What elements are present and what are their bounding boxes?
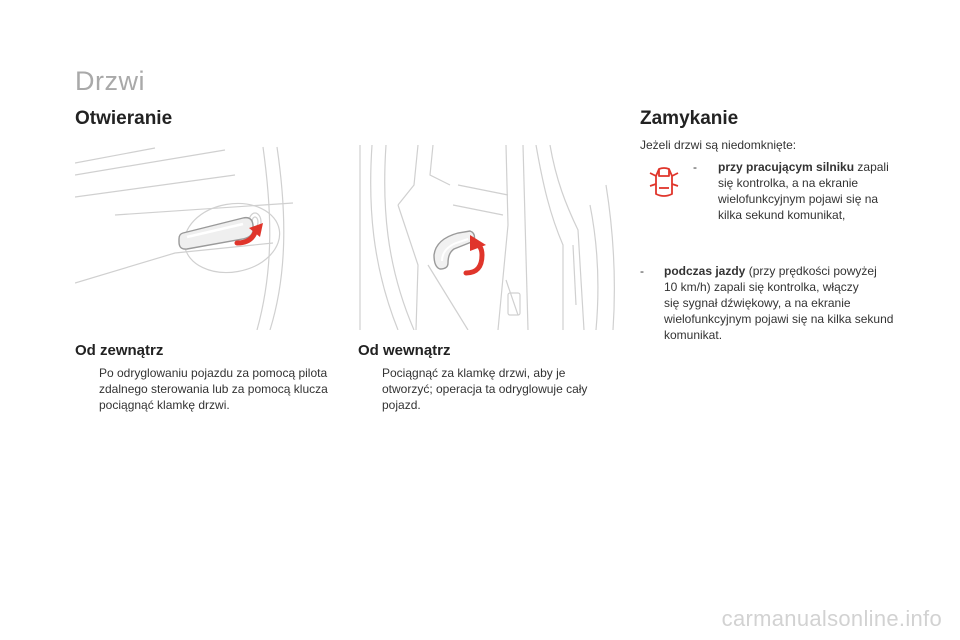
text-line: Pociągnąć za klamkę drzwi, aby je: [382, 366, 566, 380]
outside-instructions: [75, 365, 345, 413]
door-open-warning-icon: [648, 166, 680, 200]
text-span: (przy prędkości powyżej: [745, 264, 877, 278]
text-span: zapali: [854, 160, 889, 174]
opening-heading: Otwieranie: [75, 108, 173, 129]
closing-item-driving: [640, 263, 920, 343]
list-item: [693, 159, 913, 223]
bullet-marker: [358, 365, 382, 413]
text-line: zdalnego sterowania lub za pomocą klucza: [99, 382, 328, 396]
bold-text: podczas jazdy: [664, 264, 746, 278]
list-item: [358, 365, 618, 413]
outside-heading: Od zewnątrz: [75, 342, 164, 359]
text-line: się kontrolka, a na ekranie: [718, 176, 859, 190]
bold-text: przy pracującym silniku: [718, 160, 855, 174]
inside-instructions: [358, 365, 618, 413]
text-line: Po odryglowaniu pojazdu za pomocą pilota: [99, 366, 328, 380]
text-line: się sygnał dźwiękowy, a na ekranie: [664, 296, 851, 310]
closing-intro: Jeżeli drzwi są niedomknięte:: [640, 138, 797, 152]
closing-heading: Zamykanie: [640, 108, 739, 129]
text-line: pojazd.: [382, 398, 421, 412]
text-line: otworzyć; operacja ta odryglowuje cały: [382, 382, 588, 396]
text-line: [664, 263, 893, 279]
list-item: [75, 365, 345, 413]
text-line: wielofunkcyjnym pojawi się na: [718, 192, 879, 206]
inside-door-handle-illustration: [358, 145, 618, 330]
list-item: [640, 263, 920, 343]
text-line: pociągnąć klamkę drzwi.: [99, 398, 230, 412]
page-title: Drzwi: [75, 66, 145, 96]
dash-marker: -: [693, 160, 697, 174]
inside-heading: Od wewnątrz: [358, 342, 451, 359]
text-line: wielofunkcyjnym pojawi się na kilka sekund: [664, 312, 894, 326]
bullet-marker: [75, 365, 99, 413]
text-line: [718, 159, 889, 175]
outside-door-handle-illustration: [75, 145, 295, 330]
text-line: 10 km/h) zapali się kontrolka, włączy: [664, 280, 859, 294]
dash-marker: -: [640, 264, 644, 278]
closing-item-engine-running: [693, 159, 913, 223]
watermark: carmanualsonline.info: [721, 606, 942, 631]
text-line: kilka sekund komunikat,: [718, 208, 846, 222]
text-line: komunikat.: [664, 328, 723, 342]
